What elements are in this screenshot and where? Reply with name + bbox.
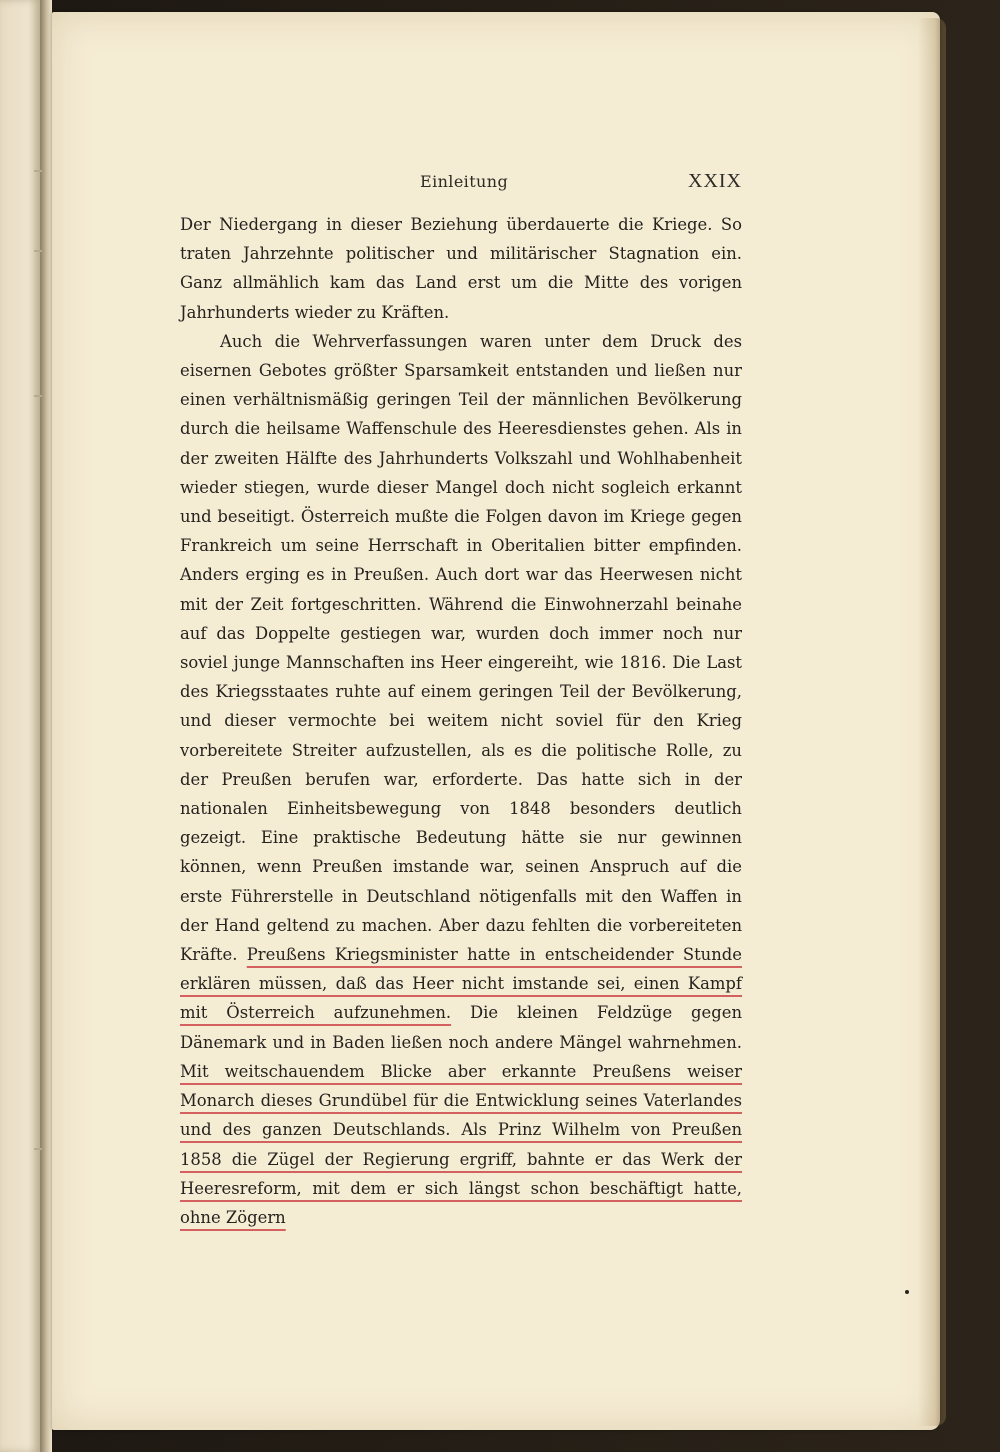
underlined-passage: Preußens Kriegsminister hatte in entscheidender Stunde erklären müssen, daß das Heer nicht imstande sei, einen Kampf mit Österreich aufzunehmen.: [180, 945, 742, 1023]
text-span: Die kleinen Feldzüge gegen Dänemark und in Baden ließen noch andere Mängel wahrnehmen.: [180, 1003, 742, 1052]
paragraph: [180, 327, 742, 1232]
page-number: XXIX: [688, 170, 742, 192]
text-span: Auch die Wehrverfassungen waren unter dem Druck des eisernen Gebotes größter Sparsamkeit entstanden und ließen nur einen verhältnismäßig geringen Teil der männlichen Bevölkerung durch die heilsame Waffenschule des Heeresdienstes gehen. Als in der zweiten Hälfte des Jahrhunderts Volkszahl und Wohlhabenheit wieder stiegen, wurde dieser Mangel doch nicht sogleich erkannt und beseitigt. Österreich mußte die Folgen davon im Kriege gegen Frankreich um seine Herrschaft in Oberitalien bitter empfinden. Anders erging es in Preußen. Auch dort war das Heerwesen nicht mit der Zeit fortgeschritten. Während die Einwohnerzahl beinahe auf das Doppelte gestiegen war, wurden doch immer noch nur soviel junge Mannschaften ins Heer eingereiht, wie 1816. Die Last des Kriegsstaates ruhte auf einem geringen Teil der Bevölkerung, und dieser vermochte bei weitem nicht soviel für den Krieg vorbereitete Streiter aufzustellen, als es die politische Rolle, zu der Preußen berufen war, erforderte. Das hatte sich in der nationalen Einheitsbewegung von 1848 besonders deutlich gezeigt. Eine praktische Bedeutung hätte sie nur gewinnen können, wenn Preußen imstande war, seinen Anspruch auf die erste Führerstelle in Deutschland nötigenfalls mit den Waffen in der Hand geltend zu machen. Aber dazu fehlten die vorbereiteten Kräfte.: [180, 331, 742, 965]
page-edge-shadow: [918, 18, 946, 1426]
running-head: Einleitung: [420, 172, 509, 191]
ink-speck: [905, 1290, 909, 1294]
book-gutter: [40, 0, 52, 1452]
stitch-mark: [34, 250, 42, 252]
stitch-mark: [34, 1148, 42, 1150]
underlined-passage: Mit weitschauendem Blicke aber erkannte Preußens weiser Monarch dieses Grundübel für die Entwicklung seines Vaterlandes und des ganzen Deutschlands. Als Prinz Wilhelm von Preußen 1858 die Zügel der Regierung ergriff, bahnte er das Werk der Heeresreform, mit dem er sich längst schon beschäftigt hatte, ohne Zögern: [180, 1061, 742, 1227]
left-page-edge: [0, 0, 40, 1452]
paragraph: Der Niedergang in dieser Beziehung überdauerte die Kriege. So traten Jahrzehnte politischer und militärischer Stagnation ein. Ganz allmählich kam das Land erst um die Mitte des vorigen Jahrhunderts wieder zu Kräften.: [180, 215, 742, 322]
stitch-mark: [34, 170, 42, 172]
stitch-mark: [34, 395, 42, 397]
page-header: [420, 170, 742, 198]
text-body: [180, 210, 742, 1232]
